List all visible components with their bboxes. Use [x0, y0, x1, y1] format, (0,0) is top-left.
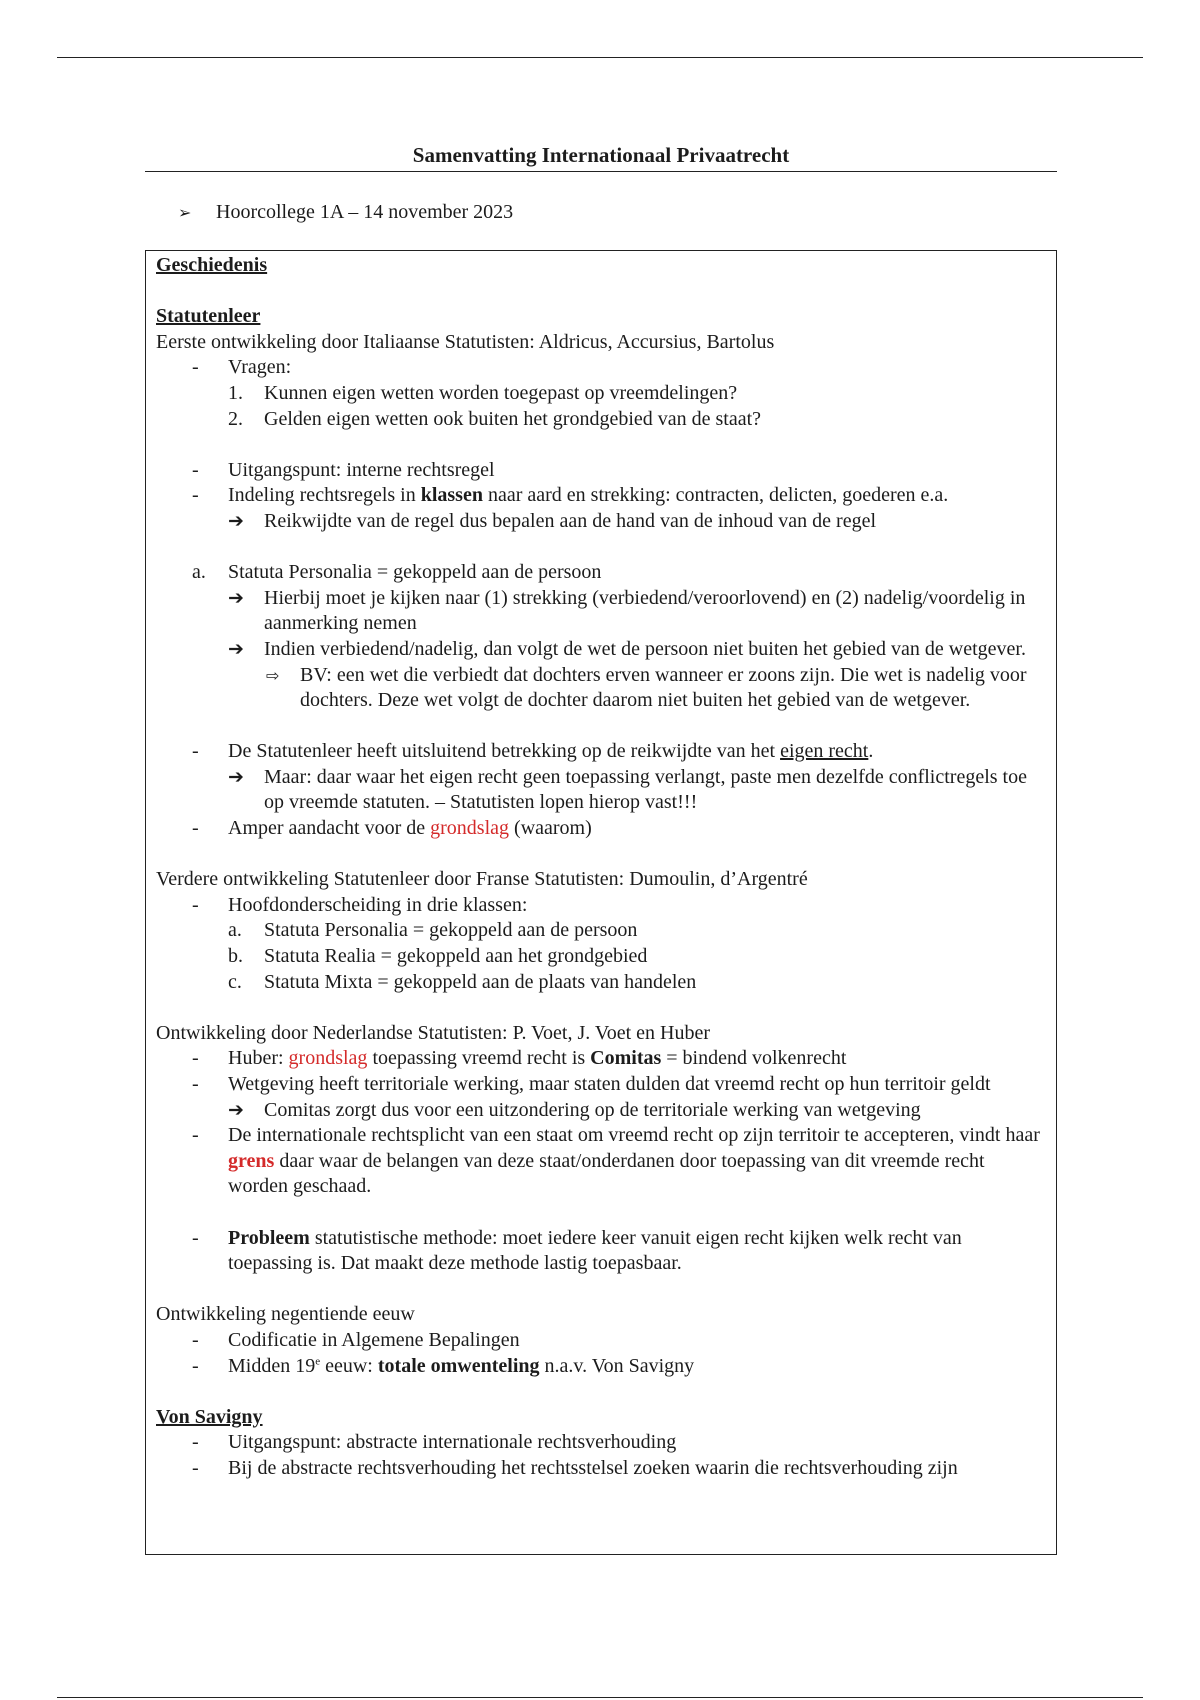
dash-bullet: - [192, 484, 199, 507]
list-item [156, 355, 1046, 381]
superscript: e [315, 1354, 321, 1367]
dash-bullet: - [192, 1073, 199, 1095]
dash-bullet: - [192, 1328, 199, 1351]
dash-bullet: - [192, 893, 199, 916]
item-letter: c. [228, 970, 242, 993]
text-part: . [868, 740, 874, 763]
heading-geschiedenis: Geschiedenis [156, 254, 268, 276]
dash-bullet: - [192, 458, 199, 481]
highlighted-text: grondslag [288, 1047, 368, 1070]
text-part: naar aard en strekking: contracten, delicten, goederen e.a. [482, 484, 949, 507]
dash-bullet: - [192, 740, 199, 763]
dash-bullet: - [192, 1047, 199, 1070]
text-part: Indeling rechtsregels in [228, 484, 421, 507]
heading-von-savigny: Von Savigny [156, 1405, 263, 1428]
list-item-text: Codificatie in Algemene Bepalingen [228, 1328, 520, 1351]
hollow-arrow-icon: ⇨ [266, 665, 280, 685]
list-item [156, 1430, 1046, 1456]
arrow-icon: ➔ [228, 586, 244, 609]
item-letter: a. [192, 561, 206, 584]
paragraph-negentiende: Ontwikkeling negentiende eeuw [156, 1303, 415, 1326]
bold-text: Comitas [590, 1047, 662, 1070]
arrow-icon: ➔ [228, 1098, 244, 1121]
highlighted-text: grens [228, 1149, 275, 1172]
arrow-item-text: Reikwijdte van de regel dus bepalen aan de hand van de inhoud van de regel [264, 509, 877, 532]
numbered-item-text: Gelden eigen wetten ook buiten het grondgebied van de staat? [264, 407, 762, 430]
arrow-icon: ➔ [228, 765, 244, 788]
numbered-item-text: Kunnen eigen wetten worden toegepast op vreemdelingen? [264, 381, 738, 404]
list-item [156, 1456, 1046, 1482]
paragraph-nederlandse: Ontwikkeling door Nederlandse Statutisten: P. Voet, J. Voet en Huber [156, 1021, 711, 1044]
arrow-item [156, 765, 1046, 816]
item-number: 1. [228, 381, 243, 404]
list-item [156, 1123, 1046, 1200]
lettered-item-text: Statuta Personalia = gekoppeld aan de persoon [228, 561, 602, 584]
document-title: Samenvatting Internationaal Privaatrecht [412, 143, 790, 167]
arrow-icon: ➔ [228, 509, 244, 532]
list-item [156, 458, 1046, 484]
item-letter: b. [228, 945, 243, 968]
title-underline [145, 171, 1057, 172]
arrow-item-text: Indien verbiedend/nadelig, dan volgt de wet de persoon niet buiten het gebied van de wetgever. [264, 637, 1026, 660]
text-part: daar waar de belangen van deze staat/onderdanen door toepassing van dit vreemde recht worden geschaad. [228, 1149, 985, 1198]
list-item-text: Uitgangspunt: interne rechtsregel [228, 458, 495, 481]
arrow-item [156, 637, 1046, 663]
text-part: = bindend volkenrecht [661, 1047, 847, 1070]
arrow-item [156, 509, 1046, 535]
arrow-icon: ➔ [228, 637, 244, 660]
list-item-text: Vragen: [228, 356, 292, 379]
list-item [156, 1354, 1046, 1380]
arrow-item [156, 586, 1046, 637]
list-item [156, 1226, 1046, 1277]
list-item [156, 739, 1046, 765]
text-part: statutistische methode: moet iedere keer vanuit eigen recht kijken welk recht van toepassing is. Dat maakt deze methode lastig toepasbaar. [228, 1226, 962, 1275]
page-bottom-rule [57, 1697, 1143, 1698]
dash-bullet: - [192, 1124, 199, 1147]
text-part: Huber: [228, 1047, 289, 1070]
lecture-text: Hoorcollege 1A – 14 november 2023 [216, 201, 514, 223]
list-item-text: Bij de abstracte rechtsverhouding het rechtsstelsel zoeken waarin die rechtsverhouding zijn [228, 1456, 958, 1479]
arrow-item-text: Hierbij moet je kijken naar (1) strekking (verbiedend/veroorlovend) en (2) nadelig/voordelig in aanmerking nemen [264, 586, 1026, 635]
highlighted-text: grondslag [430, 817, 510, 840]
item-number: 2. [228, 407, 243, 430]
arrow-item [156, 1098, 1046, 1124]
text-part: Midden 19 [228, 1354, 316, 1377]
dash-bullet: - [192, 1354, 199, 1377]
bold-text: klassen [420, 484, 483, 507]
bold-text: totale omwenteling [377, 1354, 540, 1377]
arrow-item-text: Maar: daar waar het eigen recht geen toepassing verlangt, paste men dezelfde conflictregels toe op vreemde statuten. – Statutisten lopen hierop vast!!! [264, 765, 1027, 814]
lettered-item-text: Statuta Personalia = gekoppeld aan de persoon [264, 919, 638, 942]
list-item-text: Uitgangspunt: abstracte internationale rechtsverhouding [228, 1431, 677, 1454]
list-item [156, 893, 1046, 919]
summary-content [156, 253, 1046, 1482]
dash-bullet: - [192, 1456, 199, 1479]
list-item [156, 483, 1046, 509]
list-item [156, 1072, 1046, 1098]
text-part: Amper aandacht voor de [228, 817, 431, 840]
numbered-item [156, 381, 1046, 407]
item-letter: a. [228, 919, 242, 942]
paragraph-verdere: Verdere ontwikkeling Statutenleer door Franse Statutisten: Dumoulin, d’Argentré [156, 868, 808, 891]
list-item-text: Wetgeving heeft territoriale werking, maar staten dulden dat vreemd recht op hun territoir geldt [228, 1073, 991, 1095]
example-item [156, 663, 1046, 714]
list-item-text: Hoofdonderscheiding in drie klassen: [228, 893, 528, 916]
paragraph-eerste: Eerste ontwikkeling door Italiaanse Statutisten: Aldricus, Accursius, Bartolus [156, 330, 775, 353]
lettered-item-text: Statuta Mixta = gekoppeld aan de plaats van handelen [264, 970, 697, 993]
lettered-item [156, 560, 1046, 586]
arrow-item-text: Comitas zorgt dus voor een uitzondering op de territoriale werking van wetgeving [264, 1098, 921, 1121]
dash-bullet: - [192, 356, 199, 379]
list-item [156, 1328, 1046, 1354]
text-part: De Statutenleer heeft uitsluitend betrekking op de reikwijdte van het [228, 740, 781, 763]
bold-text: Probleem [228, 1226, 310, 1249]
lettered-item-text: Statuta Realia = gekoppeld aan het grondgebied [264, 945, 648, 968]
dash-bullet: - [192, 1226, 199, 1249]
text-part: n.a.v. Von Savigny [539, 1354, 695, 1377]
text-part: (waarom) [509, 817, 592, 840]
text-part: toepassing vreemd recht is [367, 1047, 591, 1070]
underlined-text: eigen recht [780, 740, 869, 763]
lettered-item [156, 944, 1046, 970]
dash-bullet: - [192, 817, 199, 840]
summary-box [145, 250, 1057, 1555]
list-item [156, 816, 1046, 842]
lettered-item [156, 970, 1046, 996]
lettered-item [156, 918, 1046, 944]
arrowhead-bullet-icon: ➢ [178, 203, 192, 222]
numbered-item [156, 407, 1046, 433]
lecture-line [178, 199, 513, 226]
list-item [156, 1046, 1046, 1072]
heading-statutenleer: Statutenleer [156, 305, 261, 328]
text-part: De internationale rechtsplicht van een staat om vreemd recht op zijn territoir te accepteren, vindt haar [228, 1124, 1040, 1147]
dash-bullet: - [192, 1431, 199, 1454]
page-top-rule [57, 57, 1143, 58]
example-item-text: BV: een wet die verbiedt dat dochters erven wanneer er zoons zijn. Die wet is nadelig voor dochters. Deze wet volgt de dochter daarom niet buiten het gebied van de wetgever. [300, 663, 1027, 712]
text-part: eeuw: [320, 1354, 378, 1377]
